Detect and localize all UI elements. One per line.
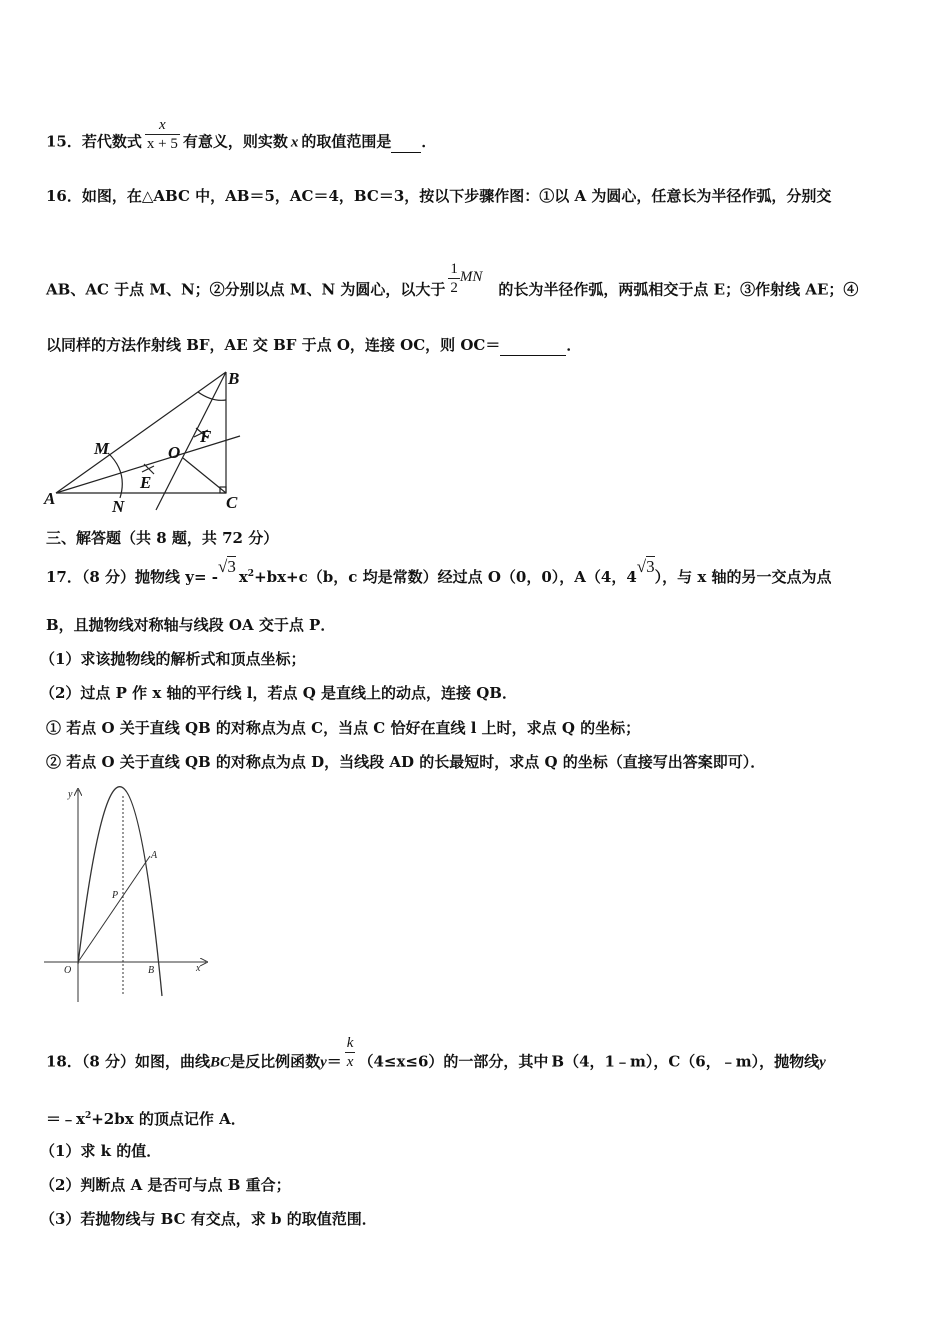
question-18-part-3: （3）若抛物线与 BC 有交点，求 b 的取值范围． xyxy=(40,1210,377,1228)
axis-label-y: y xyxy=(68,789,73,800)
question-16-line-2 xyxy=(46,261,859,309)
arc-mark-e2 xyxy=(142,466,154,472)
question-17-line-1 xyxy=(46,557,832,587)
segment-oa xyxy=(78,856,150,962)
question-16-line-3 xyxy=(46,335,581,356)
label-b: B xyxy=(228,369,240,388)
q16-line2-prefix: AB、AC 于点 M、N；②分别以点 M、N 为圆心，以大于 xyxy=(46,280,446,299)
q17-sqrt-1-value: 3 xyxy=(227,557,236,576)
q18-range: （4≤x≤6）的一部分，其中 xyxy=(358,1052,549,1071)
q16-triangle-figure xyxy=(40,362,260,517)
question-16-line-1: 16．如图，在△ABC 中，AB＝5，AC＝4，BC＝3，按以下步骤作图：①以 A 为圆心，任意长为半径作弧，分别交 xyxy=(46,187,832,205)
q18-y2: y xyxy=(819,1054,826,1071)
q15-suffix: 的取值范围是 xyxy=(301,132,392,151)
q17-l1c: +bx+c（b，c 均是常数）经过点 O（0，0），A（4，4 xyxy=(254,568,637,586)
label-o: O xyxy=(168,443,181,462)
q17-sqrt-2: √3 xyxy=(636,557,655,576)
question-18-line-2 xyxy=(46,1106,246,1129)
q17-sup-2: 2 xyxy=(247,569,255,579)
q18-y: y xyxy=(320,1054,327,1071)
q16-answer-blank[interactable] xyxy=(500,335,566,356)
question-17-part-1: （1）求该抛物线的解析式和顶点坐标； xyxy=(40,650,306,668)
question-15 xyxy=(46,117,437,161)
question-17-part-2: （2）过点 P 作 x 轴的平行线 l，若点 Q 是直线上的动点，连接 QB． xyxy=(40,684,517,702)
q17-l1d: ），与 x 轴的另一交点为点 xyxy=(654,568,832,586)
axis-label-x: x xyxy=(196,963,201,974)
q16-line3-end: ． xyxy=(566,336,582,354)
q18-fraction xyxy=(345,1034,356,1071)
arc-mn xyxy=(108,453,122,498)
q18-l1b: 是反比例函数 xyxy=(230,1052,321,1071)
q17-sqrt-2-value: 3 xyxy=(646,557,655,576)
q15-frac-num: x xyxy=(145,116,180,135)
q16-line3: 以同样的方法作射线 BF，AE 交 BF 于点 O，连接 OC，则 OC＝ xyxy=(46,336,501,354)
q18-l1a: 18．（8 分）如图，曲线 xyxy=(46,1052,211,1071)
label-a: A xyxy=(44,489,56,508)
q18-sup-2: 2 xyxy=(84,1111,92,1121)
q18-point-b: B（4，1﹣m）， xyxy=(551,1052,669,1071)
q18-frac-num: k xyxy=(346,1035,354,1051)
q15-middle: 有意义，则实数 xyxy=(182,132,288,151)
q18-bc: BC xyxy=(210,1054,231,1071)
q16-frac-den: 2 xyxy=(450,280,458,296)
label-c: C xyxy=(226,493,238,512)
q16-fraction xyxy=(448,260,460,297)
q15-frac-den: x + 5 xyxy=(146,136,178,152)
question-17-part-2-1: ① 若点 O 关于直线 QB 的对称点为点 C，当点 C 恰好在直线 l 上时，求点 Q 的坐标； xyxy=(46,719,641,737)
q15-prefix: 15．若代数式 xyxy=(46,132,142,151)
label-point-p: P xyxy=(112,890,119,901)
section-3-title: 三、解答题（共 8 题，共 72 分） xyxy=(46,529,279,547)
label-e: E xyxy=(140,473,152,492)
q17-l1a: 17．（8 分）抛物线 y= - xyxy=(46,568,218,586)
q15-fraction xyxy=(145,116,180,153)
q18-eq: ＝ xyxy=(326,1052,342,1071)
q18-l2a: ＝﹣x xyxy=(46,1110,85,1128)
question-18-part-1: （1）求 k 的值． xyxy=(40,1142,162,1160)
q17-sqrt-1: √3 xyxy=(218,557,236,576)
q16-line2-suffix: 的长为半径作弧，两弧相交于点 E；③作射线 AE；④ xyxy=(498,280,859,299)
q18-point-c: C（6，﹣m），抛物线 xyxy=(668,1052,820,1071)
label-point-a: A xyxy=(151,850,158,861)
ray-bf xyxy=(156,372,226,510)
question-18-part-2: （2）判断点 A 是否可与点 B 重合； xyxy=(40,1176,291,1194)
label-point-b: B xyxy=(148,965,155,976)
q16-frac-var: MN xyxy=(459,268,483,285)
label-m: M xyxy=(94,439,110,458)
label-f: F xyxy=(200,427,212,446)
q15-answer-blank[interactable] xyxy=(391,132,421,153)
label-origin: O xyxy=(64,965,72,976)
q15-var: x xyxy=(290,134,299,151)
q17-parabola-figure xyxy=(40,784,220,1006)
arc-at-b xyxy=(198,392,226,400)
q16-frac-num: 1 xyxy=(450,261,458,277)
question-17-line-2: B，且抛物线对称轴与线段 OA 交于点 P． xyxy=(46,616,336,634)
q18-l2b: +2bx 的顶点记作 A． xyxy=(91,1110,246,1128)
q15-end: ． xyxy=(421,132,437,151)
q18-frac-den: x xyxy=(346,1054,354,1070)
label-n: N xyxy=(112,497,125,516)
q17-l1b: x xyxy=(238,568,248,586)
question-17-part-2-2: ② 若点 O 关于直线 QB 的对称点为点 D，当线段 AD 的长最短时，求点 Q 的坐标（直接写出答案即可）． xyxy=(46,753,766,771)
question-18-line-1 xyxy=(46,1035,826,1081)
